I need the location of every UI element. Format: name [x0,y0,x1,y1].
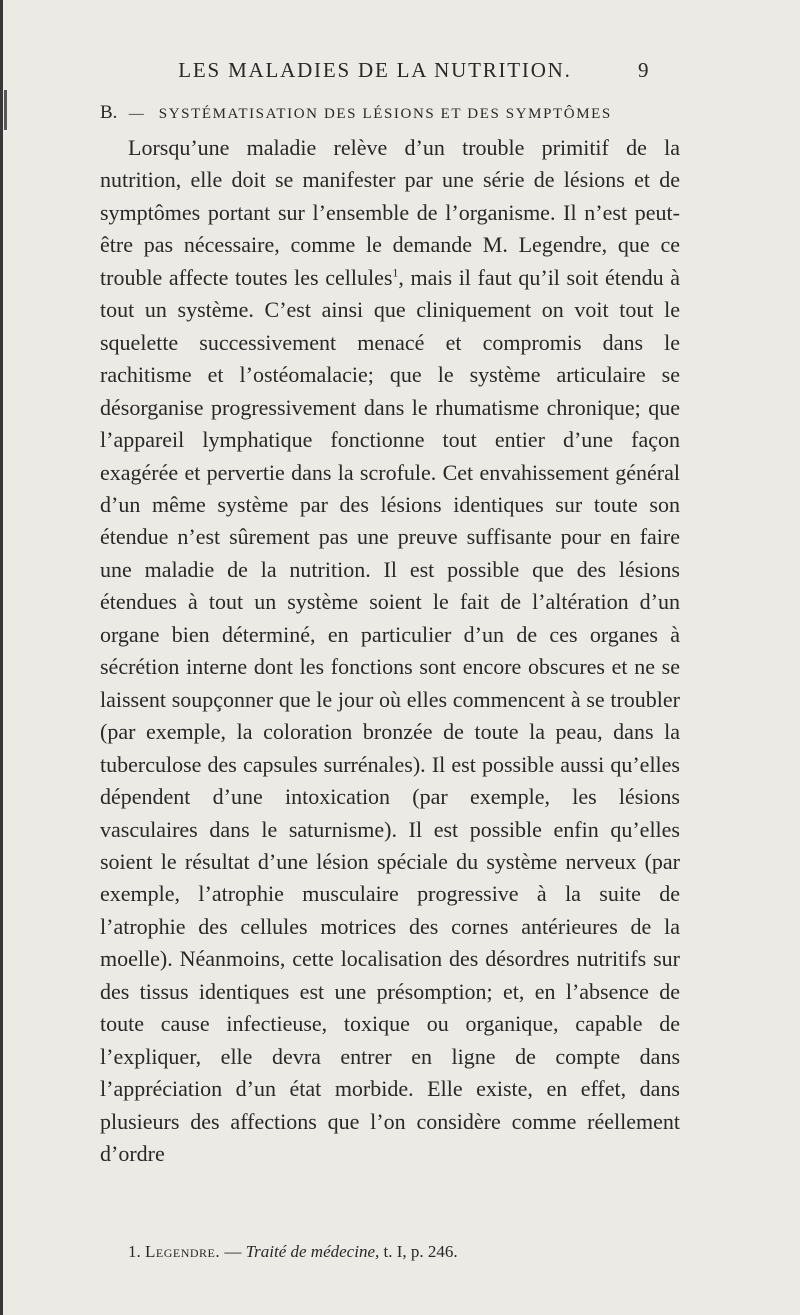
running-head-title: LES MALADIES DE LA NUTRITION. [178,58,572,82]
page-edge-mark [4,90,7,130]
section-dash: — [128,106,146,122]
section-letter: B. [100,102,118,123]
section-heading [100,102,700,124]
footnote [128,1242,688,1262]
footnote-number: 1. [128,1242,141,1261]
section-title: SYSTÉMATISATION DES LÉSIONS ET DES SYMPTÔMES [158,106,612,122]
body-text-part-1: Lorsqu’une maladie relève d’un trouble primitif de la nutrition, elle doit se manifester par une série de lésions et de symptômes portant sur l’ensemble de l’organisme. Il n’est peut-être pas nécessaire, comme le demande M. Legendre, que ce trouble affecte toutes les cellules [100,135,680,290]
footnote-reference: 1 [392,265,399,280]
page-number: 9 [638,58,649,82]
body-text-part-2: , mais il faut qu’il soit étendu à tout un système. C’est ainsi que cliniquement on voit tout le squelette successivement menacé et compromis dans le rachitisme et l’ostéomalacie; que le système articulaire se désorganise progressivement dans le rhumatisme chronique; que l’appareil lymphatique fonctionne tout entier d’une façon exagérée et pervertie dans la scrofule. Cet envahissement général d’un même système par des lésions identiques sur toute son étendue n’est sûrement pas une preuve suffisante pour en faire une maladie de la nutrition. Il est possible que des lésions étendues à tout un système soient le fait de l’altération d’un organe bien déterminé, en particulier d’un de ces organes à sécrétion interne dont les fonctions sont encore obscures et ne se laissent soupçonner que le jour où elles commencent à se troubler (par exemple, la coloration bronzée de toute la peau, dans la tuberculose des capsules surrénales). Il est possible aussi qu’elles dépendent d’une intoxication (par exemple, les lésions vasculaires dans le saturnisme). Il est possible enfin qu’elles soient le résultat d’une lésion spéciale du système nerveux (par exemple, l’atrophie musculaire progressive à la suite de l’atrophie des cellules motrices des cornes antérieures de la moelle). Néanmoins, cette localisation des désordres nutritifs sur des tissus identiques est une présomption; et, en l’absence de toute cause infectieuse, toxique ou organique, capable de l’expliquer, elle devra entrer en ligne de compte dans l’appréciation d’un état morbide. Elle existe, en effet, dans plusieurs des affections que l’on considère comme réellement d’ordre [100,264,680,1167]
page-edge-shadow [0,0,3,1315]
footnote-work-title: Traité de médecine, [245,1242,380,1261]
body-paragraph [100,132,680,1171]
footnote-dash: — [224,1242,242,1261]
footnote-location: t. I, p. 246. [383,1242,458,1261]
footnote-author: Legendre. [145,1242,221,1261]
